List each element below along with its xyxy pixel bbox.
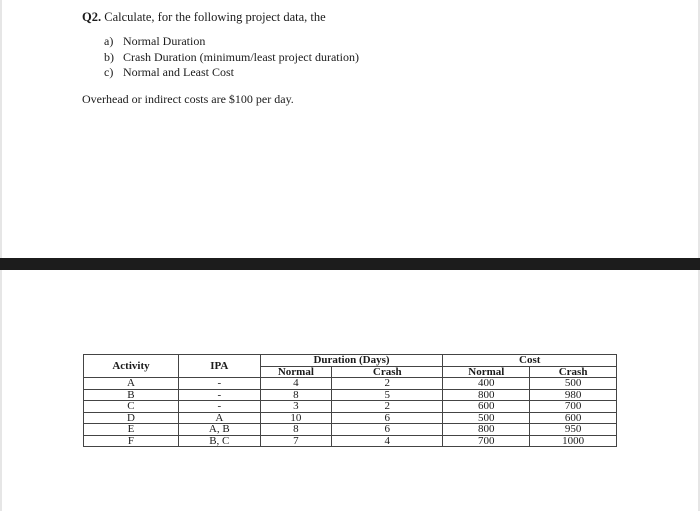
- cost-crash-cell: 1000: [530, 435, 617, 447]
- activity-cell: C: [84, 401, 179, 413]
- duration-normal-cell: 4: [260, 378, 331, 390]
- duration-normal-cell: 7: [260, 435, 331, 447]
- activity-cell: D: [84, 412, 179, 424]
- question-item-text: Normal Duration: [123, 34, 206, 48]
- question-prompt: Calculate, for the following project data, the: [101, 10, 326, 24]
- activity-header: Activity: [84, 355, 179, 378]
- activity-cell: B: [84, 389, 179, 401]
- page-edge-left: [0, 0, 2, 511]
- ipa-cell: A, B: [178, 424, 260, 436]
- activity-cell: F: [84, 435, 179, 447]
- cost-crash-cell: 700: [530, 401, 617, 413]
- cost-normal-cell: 400: [443, 378, 530, 390]
- cost-normal-cell: 700: [443, 435, 530, 447]
- table-row: [84, 412, 617, 424]
- ipa-cell: -: [178, 378, 260, 390]
- ipa-cell: B, C: [178, 435, 260, 447]
- duration-crash-header: Crash: [332, 366, 443, 378]
- table-row: [84, 378, 617, 390]
- duration-crash-cell: 6: [332, 424, 443, 436]
- cost-crash-cell: 500: [530, 378, 617, 390]
- duration-header: Duration (Days): [260, 355, 443, 367]
- ipa-cell: A: [178, 412, 260, 424]
- project-data-table: [83, 354, 617, 447]
- cost-normal-cell: 800: [443, 389, 530, 401]
- cost-crash-cell: 980: [530, 389, 617, 401]
- duration-crash-cell: 5: [332, 389, 443, 401]
- table-header-row: [84, 355, 617, 367]
- question-item-text: Normal and Least Cost: [123, 65, 234, 79]
- duration-crash-cell: 6: [332, 412, 443, 424]
- activity-cell: A: [84, 378, 179, 390]
- cost-normal-cell: 600: [443, 401, 530, 413]
- cost-crash-cell: 950: [530, 424, 617, 436]
- cost-header: Cost: [443, 355, 617, 367]
- duration-normal-header: Normal: [260, 366, 331, 378]
- cost-normal-cell: 500: [443, 412, 530, 424]
- duration-normal-cell: 10: [260, 412, 331, 424]
- overhead-note: Overhead or indirect costs are $100 per day.: [82, 91, 294, 106]
- question-item-label: b): [104, 49, 114, 64]
- question-item-label: a): [104, 34, 114, 48]
- question-item: [104, 50, 359, 66]
- table-row: [84, 435, 617, 447]
- table-row: [84, 389, 617, 401]
- question-item-label: c): [104, 65, 114, 79]
- cost-crash-cell: 600: [530, 412, 617, 424]
- page-divider-bar: [0, 258, 700, 270]
- ipa-cell: -: [178, 389, 260, 401]
- question-heading: [82, 10, 359, 25]
- question-block: [82, 10, 359, 107]
- question-item-text: Crash Duration (minimum/least project duration): [123, 49, 359, 64]
- duration-crash-cell: 2: [332, 401, 443, 413]
- cost-normal-header: Normal: [443, 366, 530, 378]
- question-item: [104, 34, 359, 50]
- ipa-header: IPA: [178, 355, 260, 378]
- question-item: [104, 65, 359, 81]
- table-row: [84, 401, 617, 413]
- duration-normal-cell: 3: [260, 401, 331, 413]
- ipa-cell: -: [178, 401, 260, 413]
- duration-crash-cell: 4: [332, 435, 443, 447]
- question-number: Q2.: [82, 10, 102, 24]
- table-row: [84, 424, 617, 436]
- question-items: [104, 34, 359, 81]
- duration-crash-cell: 2: [332, 378, 443, 390]
- activity-cell: E: [84, 424, 179, 436]
- duration-normal-cell: 8: [260, 389, 331, 401]
- cost-normal-cell: 800: [443, 424, 530, 436]
- cost-crash-header: Crash: [530, 366, 617, 378]
- duration-normal-cell: 8: [260, 424, 331, 436]
